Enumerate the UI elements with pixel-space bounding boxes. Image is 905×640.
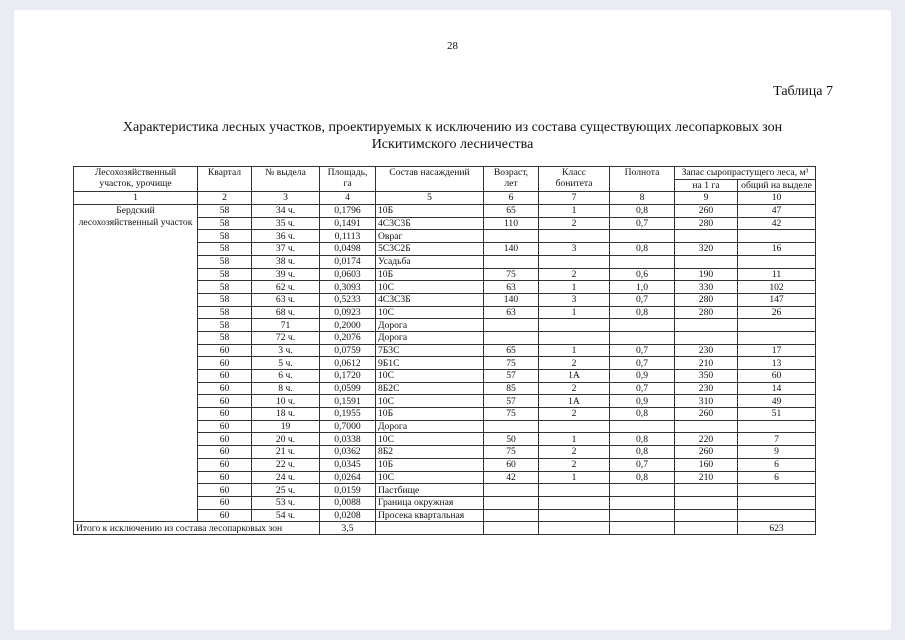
column-number: 3 <box>252 192 320 205</box>
stock-per-ha-cell: 230 <box>675 382 738 395</box>
composition-cell: 7Б3С <box>376 344 484 357</box>
composition-cell: 4С3С3Б <box>376 293 484 306</box>
header-row-1 <box>74 167 816 180</box>
stock-per-ha-cell <box>675 255 738 268</box>
stock-total-cell: 147 <box>738 293 816 306</box>
stock-per-ha-cell <box>675 509 738 522</box>
area-cell: 0,5233 <box>320 293 376 306</box>
class-cell <box>539 496 610 509</box>
composition-cell: 10Б <box>376 408 484 421</box>
class-cell <box>539 331 610 344</box>
stock-total-cell: 7 <box>738 433 816 446</box>
class-cell: 1 <box>539 433 610 446</box>
age-cell <box>484 420 539 433</box>
stock-total-cell <box>738 484 816 497</box>
composition-cell: Дорога <box>376 319 484 332</box>
stock-per-ha-cell <box>675 496 738 509</box>
quarter-cell: 58 <box>198 331 252 344</box>
stock-per-ha-cell <box>675 331 738 344</box>
class-cell: 1А <box>539 395 610 408</box>
composition-cell: 4С3С3Б <box>376 217 484 230</box>
quarter-cell: 60 <box>198 382 252 395</box>
composition-cell: Просека квартальная <box>376 509 484 522</box>
composition-cell: 5С3С2Б <box>376 243 484 256</box>
stock-per-ha-cell <box>675 484 738 497</box>
area-cell: 0,0603 <box>320 268 376 281</box>
density-cell: 0,7 <box>610 217 675 230</box>
stock-per-ha-cell: 160 <box>675 458 738 471</box>
class-cell: 2 <box>539 268 610 281</box>
area-cell: 0,0362 <box>320 446 376 459</box>
title-line-1: Характеристика лесных участков, проектируемых к исключению из состава существующих лесопарковых зон <box>122 120 783 135</box>
column-number: 9 <box>675 192 738 205</box>
stock-per-ha-cell <box>675 420 738 433</box>
parcel-cell: 20 ч. <box>252 433 320 446</box>
area-cell: 0,0159 <box>320 484 376 497</box>
stock-total-cell <box>738 255 816 268</box>
total-area: 3,5 <box>320 522 376 535</box>
header-composition: Состав насаждений <box>376 167 484 192</box>
age-cell <box>484 509 539 522</box>
header-class: Класс бонитета <box>539 167 610 192</box>
age-cell <box>484 331 539 344</box>
stock-per-ha-cell: 190 <box>675 268 738 281</box>
stock-total-cell: 16 <box>738 243 816 256</box>
tract-name-cell: Бердский лесохозяйственный участок <box>74 205 198 522</box>
density-cell: 0,8 <box>610 408 675 421</box>
class-cell: 3 <box>539 243 610 256</box>
stock-total-cell: 49 <box>738 395 816 408</box>
stock-total-cell <box>738 319 816 332</box>
stock-per-ha-cell: 260 <box>675 446 738 459</box>
table-label: Таблица 7 <box>773 84 833 99</box>
stock-total-cell <box>738 496 816 509</box>
total-empty-cell <box>610 522 675 535</box>
table-row <box>74 205 816 218</box>
density-cell: 0,8 <box>610 243 675 256</box>
parcel-cell: 3 ч. <box>252 344 320 357</box>
class-cell <box>539 484 610 497</box>
quarter-cell: 58 <box>198 205 252 218</box>
class-cell <box>539 319 610 332</box>
column-number: 1 <box>74 192 198 205</box>
quarter-cell: 60 <box>198 420 252 433</box>
parcel-cell: 22 ч. <box>252 458 320 471</box>
total-empty-cell <box>484 522 539 535</box>
density-cell: 0,9 <box>610 395 675 408</box>
table-body <box>74 205 816 522</box>
total-label: Итого к исключению из состава лесопарковых зон <box>74 522 320 535</box>
stock-total-cell: 9 <box>738 446 816 459</box>
age-cell <box>484 496 539 509</box>
column-number: 2 <box>198 192 252 205</box>
age-cell <box>484 230 539 243</box>
stock-total-cell: 26 <box>738 306 816 319</box>
document-page <box>14 10 891 630</box>
quarter-cell: 58 <box>198 268 252 281</box>
stock-total-cell <box>738 331 816 344</box>
area-cell: 0,0174 <box>320 255 376 268</box>
area-cell: 0,2000 <box>320 319 376 332</box>
quarter-cell: 58 <box>198 306 252 319</box>
stock-total-cell <box>738 509 816 522</box>
area-cell: 0,0759 <box>320 344 376 357</box>
density-cell <box>610 484 675 497</box>
total-row <box>74 522 816 535</box>
class-cell <box>539 230 610 243</box>
stock-per-ha-cell: 280 <box>675 293 738 306</box>
parcel-cell: 68 ч. <box>252 306 320 319</box>
column-number: 5 <box>376 192 484 205</box>
stock-total-cell: 14 <box>738 382 816 395</box>
composition-cell: 10Б <box>376 268 484 281</box>
parcel-cell: 54 ч. <box>252 509 320 522</box>
parcel-cell: 10 ч. <box>252 395 320 408</box>
quarter-cell: 58 <box>198 293 252 306</box>
class-cell: 1 <box>539 281 610 294</box>
area-cell: 0,0345 <box>320 458 376 471</box>
parcel-cell: 36 ч. <box>252 230 320 243</box>
parcel-cell: 25 ч. <box>252 484 320 497</box>
density-cell <box>610 496 675 509</box>
stock-total-cell <box>738 420 816 433</box>
stock-total-cell: 102 <box>738 281 816 294</box>
area-cell: 0,1113 <box>320 230 376 243</box>
header-area: Площадь, га <box>320 167 376 192</box>
page-number: 28 <box>447 40 458 52</box>
stock-per-ha-cell: 280 <box>675 306 738 319</box>
composition-cell: Овраг <box>376 230 484 243</box>
header-tract: Лесохозяйственный участок, урочище <box>74 167 198 192</box>
quarter-cell: 60 <box>198 370 252 383</box>
area-cell: 0,1796 <box>320 205 376 218</box>
column-number: 7 <box>539 192 610 205</box>
class-cell <box>539 420 610 433</box>
quarter-cell: 60 <box>198 357 252 370</box>
area-cell: 0,1491 <box>320 217 376 230</box>
quarter-cell: 58 <box>198 217 252 230</box>
area-cell: 0,0338 <box>320 433 376 446</box>
density-cell <box>610 230 675 243</box>
class-cell: 2 <box>539 446 610 459</box>
density-cell: 0,7 <box>610 293 675 306</box>
parcel-cell: 8 ч. <box>252 382 320 395</box>
area-cell: 0,0599 <box>320 382 376 395</box>
parcel-cell: 53 ч. <box>252 496 320 509</box>
class-cell: 2 <box>539 357 610 370</box>
quarter-cell: 60 <box>198 446 252 459</box>
stock-total-cell: 6 <box>738 471 816 484</box>
age-cell: 140 <box>484 293 539 306</box>
area-cell: 0,1955 <box>320 408 376 421</box>
total-stock: 623 <box>738 522 816 535</box>
class-cell <box>539 255 610 268</box>
density-cell: 0,8 <box>610 205 675 218</box>
composition-cell: 10С <box>376 370 484 383</box>
parcel-cell: 19 <box>252 420 320 433</box>
quarter-cell: 60 <box>198 408 252 421</box>
area-cell: 0,3093 <box>320 281 376 294</box>
age-cell: 63 <box>484 306 539 319</box>
header-stock-per-ha: на 1 га <box>675 179 738 192</box>
density-cell: 0,9 <box>610 370 675 383</box>
age-cell: 75 <box>484 268 539 281</box>
age-cell: 63 <box>484 281 539 294</box>
age-cell <box>484 255 539 268</box>
age-cell: 65 <box>484 205 539 218</box>
class-cell: 1А <box>539 370 610 383</box>
parcel-cell: 6 ч. <box>252 370 320 383</box>
age-cell: 42 <box>484 471 539 484</box>
composition-cell: 10Б <box>376 458 484 471</box>
class-cell: 1 <box>539 306 610 319</box>
total-empty-cell <box>376 522 484 535</box>
parcel-cell: 5 ч. <box>252 357 320 370</box>
age-cell: 57 <box>484 395 539 408</box>
area-cell: 0,0208 <box>320 509 376 522</box>
composition-cell: Пастбище <box>376 484 484 497</box>
parcel-cell: 63 ч. <box>252 293 320 306</box>
parcel-cell: 21 ч. <box>252 446 320 459</box>
total-empty-cell <box>539 522 610 535</box>
stock-total-cell <box>738 230 816 243</box>
density-cell: 0,8 <box>610 306 675 319</box>
parcel-cell: 62 ч. <box>252 281 320 294</box>
stock-per-ha-cell: 220 <box>675 433 738 446</box>
stock-per-ha-cell: 330 <box>675 281 738 294</box>
quarter-cell: 60 <box>198 395 252 408</box>
stock-total-cell: 13 <box>738 357 816 370</box>
composition-cell: Усадьба <box>376 255 484 268</box>
parcel-cell: 18 ч. <box>252 408 320 421</box>
stock-total-cell: 60 <box>738 370 816 383</box>
age-cell <box>484 484 539 497</box>
age-cell <box>484 319 539 332</box>
quarter-cell: 60 <box>198 496 252 509</box>
age-cell: 75 <box>484 408 539 421</box>
class-cell: 2 <box>539 382 610 395</box>
area-cell: 0,1591 <box>320 395 376 408</box>
parcel-cell: 72 ч. <box>252 331 320 344</box>
quarter-cell: 60 <box>198 433 252 446</box>
stock-per-ha-cell <box>675 230 738 243</box>
quarter-cell: 60 <box>198 344 252 357</box>
age-cell: 75 <box>484 446 539 459</box>
class-cell: 1 <box>539 205 610 218</box>
density-cell: 0,8 <box>610 433 675 446</box>
class-cell: 1 <box>539 344 610 357</box>
density-cell: 0,7 <box>610 458 675 471</box>
age-cell: 65 <box>484 344 539 357</box>
age-cell: 85 <box>484 382 539 395</box>
column-number: 4 <box>320 192 376 205</box>
area-cell: 0,2076 <box>320 331 376 344</box>
column-number: 8 <box>610 192 675 205</box>
parcel-cell: 24 ч. <box>252 471 320 484</box>
age-cell: 140 <box>484 243 539 256</box>
stock-total-cell: 42 <box>738 217 816 230</box>
parcel-cell: 34 ч. <box>252 205 320 218</box>
parcel-cell: 37 ч. <box>252 243 320 256</box>
age-cell: 110 <box>484 217 539 230</box>
stock-per-ha-cell: 260 <box>675 408 738 421</box>
class-cell: 2 <box>539 408 610 421</box>
header-stock: Запас сыропрастущего леса, м³ <box>675 167 816 180</box>
density-cell: 1,0 <box>610 281 675 294</box>
composition-cell: 8Б2 <box>376 446 484 459</box>
parcel-cell: 71 <box>252 319 320 332</box>
stock-total-cell: 17 <box>738 344 816 357</box>
composition-cell: 10С <box>376 471 484 484</box>
class-cell <box>539 509 610 522</box>
stock-per-ha-cell: 310 <box>675 395 738 408</box>
forest-parcels-table <box>73 166 816 535</box>
density-cell: 0,8 <box>610 471 675 484</box>
stock-per-ha-cell <box>675 319 738 332</box>
area-cell: 0,0923 <box>320 306 376 319</box>
parcel-cell: 39 ч. <box>252 268 320 281</box>
quarter-cell: 58 <box>198 319 252 332</box>
header-density: Полнота <box>610 167 675 192</box>
header-age: Возраст, лет <box>484 167 539 192</box>
area-cell: 0,7000 <box>320 420 376 433</box>
composition-cell: Граница окружная <box>376 496 484 509</box>
parcel-cell: 38 ч. <box>252 255 320 268</box>
title-line-2: Искитимского лесничества <box>371 137 534 152</box>
density-cell <box>610 255 675 268</box>
stock-per-ha-cell: 280 <box>675 217 738 230</box>
density-cell <box>610 509 675 522</box>
density-cell <box>610 420 675 433</box>
stock-per-ha-cell: 260 <box>675 205 738 218</box>
column-number-row <box>74 192 816 205</box>
density-cell: 0,8 <box>610 446 675 459</box>
stock-total-cell: 6 <box>738 458 816 471</box>
quarter-cell: 60 <box>198 509 252 522</box>
composition-cell: 10С <box>376 433 484 446</box>
composition-cell: 10С <box>376 306 484 319</box>
quarter-cell: 60 <box>198 484 252 497</box>
quarter-cell: 58 <box>198 281 252 294</box>
parcel-cell: 35 ч. <box>252 217 320 230</box>
area-cell: 0,0612 <box>320 357 376 370</box>
density-cell <box>610 331 675 344</box>
document-title <box>74 119 831 153</box>
quarter-cell: 60 <box>198 458 252 471</box>
area-cell: 0,0498 <box>320 243 376 256</box>
quarter-cell: 58 <box>198 255 252 268</box>
composition-cell: Дорога <box>376 420 484 433</box>
header-parcel: № выдела <box>252 167 320 192</box>
class-cell: 2 <box>539 217 610 230</box>
column-number: 10 <box>738 192 816 205</box>
age-cell: 75 <box>484 357 539 370</box>
column-number: 6 <box>484 192 539 205</box>
total-empty-cell <box>675 522 738 535</box>
stock-per-ha-cell: 210 <box>675 471 738 484</box>
header-quarter: Квартал <box>198 167 252 192</box>
age-cell: 60 <box>484 458 539 471</box>
composition-cell: 10С <box>376 281 484 294</box>
density-cell: 0,7 <box>610 344 675 357</box>
stock-per-ha-cell: 350 <box>675 370 738 383</box>
stock-total-cell: 51 <box>738 408 816 421</box>
composition-cell: 10Б <box>376 205 484 218</box>
age-cell: 57 <box>484 370 539 383</box>
stock-per-ha-cell: 210 <box>675 357 738 370</box>
class-cell: 3 <box>539 293 610 306</box>
density-cell: 0,7 <box>610 382 675 395</box>
stock-total-cell: 47 <box>738 205 816 218</box>
quarter-cell: 60 <box>198 471 252 484</box>
area-cell: 0,0264 <box>320 471 376 484</box>
class-cell: 1 <box>539 471 610 484</box>
composition-cell: 10С <box>376 395 484 408</box>
stock-total-cell: 11 <box>738 268 816 281</box>
density-cell: 0,6 <box>610 268 675 281</box>
density-cell: 0,7 <box>610 357 675 370</box>
density-cell <box>610 319 675 332</box>
stock-per-ha-cell: 230 <box>675 344 738 357</box>
header-stock-total: общий на выделе <box>738 179 816 192</box>
quarter-cell: 58 <box>198 230 252 243</box>
class-cell: 2 <box>539 458 610 471</box>
composition-cell: 8Б2С <box>376 382 484 395</box>
area-cell: 0,0088 <box>320 496 376 509</box>
age-cell: 50 <box>484 433 539 446</box>
stock-per-ha-cell: 320 <box>675 243 738 256</box>
composition-cell: Дорога <box>376 331 484 344</box>
quarter-cell: 58 <box>198 243 252 256</box>
composition-cell: 9Б1С <box>376 357 484 370</box>
area-cell: 0,1720 <box>320 370 376 383</box>
